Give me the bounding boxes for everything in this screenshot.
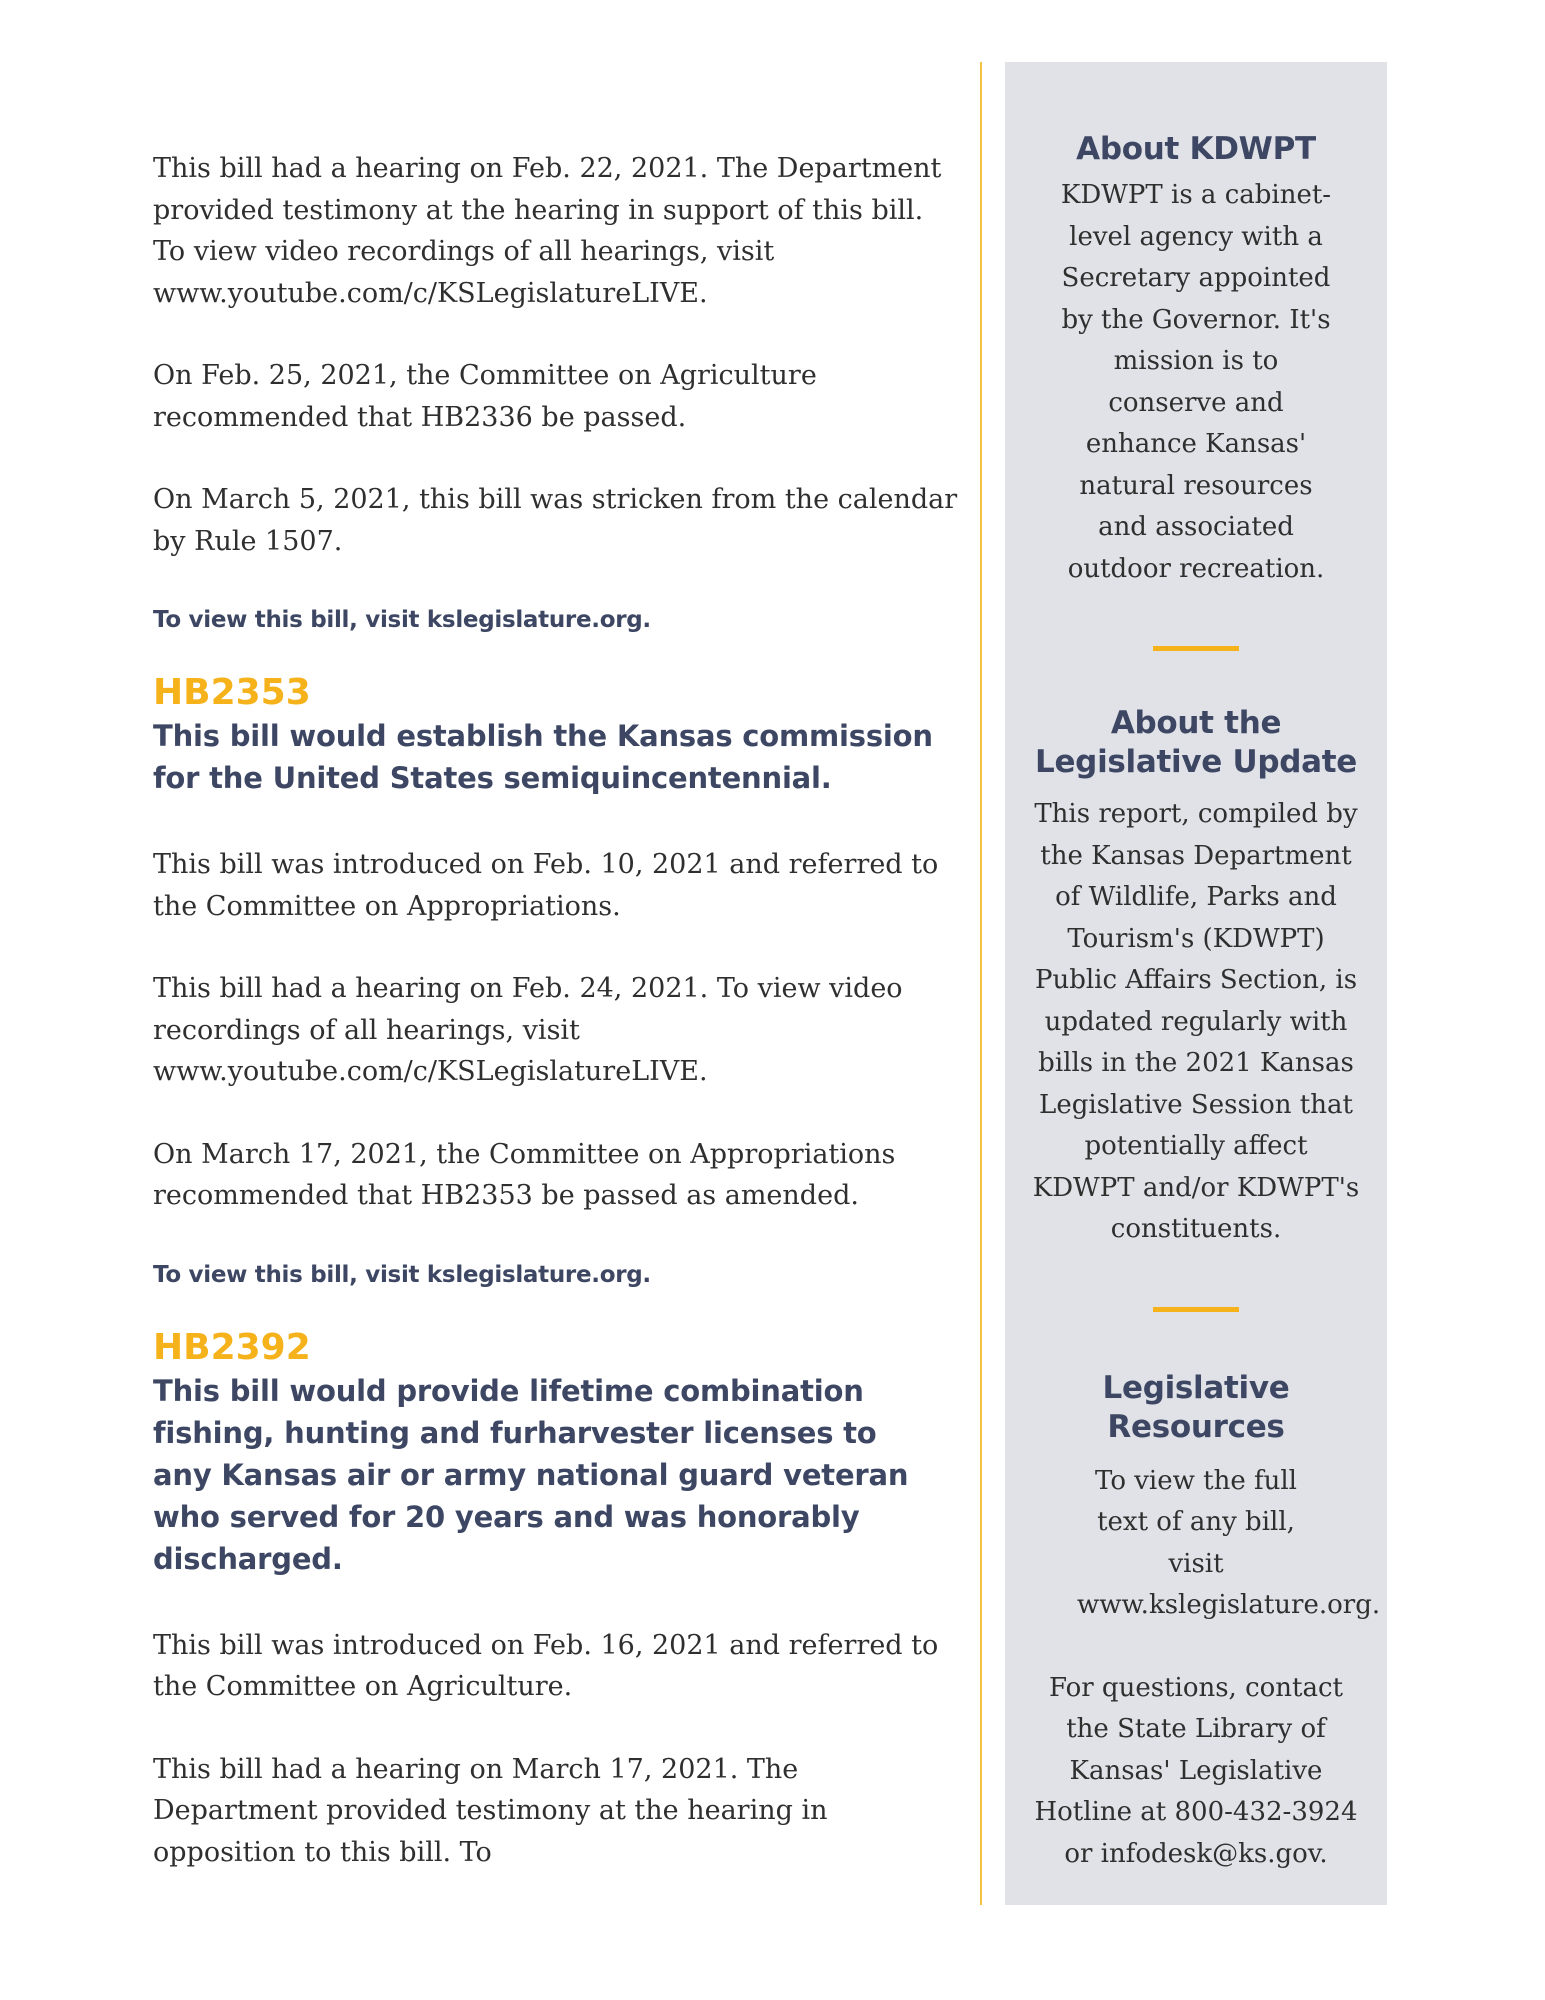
bill-code-hb2392: HB2392 — [153, 1326, 311, 1368]
column-divider — [980, 62, 982, 1905]
resources-text: To view the full text of any bill, visit www.kslegislature.org. — [1077, 1465, 1381, 1620]
view-bill-link[interactable]: To view this bill, visit kslegislature.org. — [153, 1261, 651, 1288]
sidebar — [1005, 62, 1387, 1905]
contact-text: For questions, contact the State Library of Kansas' Legislative Hotline at 800-432-3924 or infodesk@ks.gov. — [1034, 1672, 1358, 1869]
hearing-paragraph: This bill had a hearing on Feb. 24, 2021. To view video recordings of all hearings, visit www.youtube.com/c/KSLegislatureLIVE. — [153, 973, 903, 1087]
main-column — [153, 148, 961, 1873]
about-kdwpt-heading: About KDWPT — [1076, 131, 1316, 167]
view-bill-link[interactable]: To view this bill, visit kslegislature.org. — [153, 607, 651, 633]
about-update-text: This report, compiled by the Kansas Department of Wildlife, Parks and Tourism's (KDWPT) Public Affairs Section, is updated regularly with bills in the 2021 Kansas Legislative Session that potentially affect KDWPT and/or KDWPT's constituents. — [1032, 799, 1360, 1244]
introduced-paragraph: This bill was introduced on Feb. 10, 2021 and referred to the Committee on Appropriations. — [153, 849, 939, 922]
bill-title-hb2353: This bill would establish the Kansas commission for the United States semiquincentennial. — [153, 719, 933, 795]
hearing-paragraph: This bill had a hearing on March 17, 2021. The Department provided testimony at the hearing in opposition to this bill. To — [153, 1753, 828, 1868]
about-kdwpt-text: KDWPT is a cabinet-level agency with a Secretary appointed by the Governor. It's mission is to conserve and enhance Kansas' natural resources and associated outdoor recreation. — [1060, 180, 1332, 584]
bill-title-hb2392: This bill would provide lifetime combination fishing, hunting and furharvester licenses to any Kansas air or army national guard veteran who served for 20 years and was honorably discharged. — [153, 1373, 909, 1576]
section-divider — [1153, 646, 1239, 651]
about-update-heading: About the Legislative Update — [1035, 705, 1357, 780]
section-divider — [1153, 1307, 1239, 1312]
bill-code-hb2353: HB2353 — [153, 672, 311, 713]
committee-paragraph: On March 17, 2021, the Committee on Appropriations recommended that HB2353 be passed as amended. — [153, 1138, 896, 1211]
introduced-paragraph: This bill was introduced on Feb. 16, 2021 and referred to the Committee on Agriculture. — [153, 1629, 939, 1702]
stricken-paragraph: On March 5, 2021, this bill was stricken from the calendar by Rule 1507. — [153, 484, 958, 557]
resources-heading: Legislative Resources — [1102, 1369, 1290, 1445]
committee-paragraph: On Feb. 25, 2021, the Committee on Agriculture recommended that HB2336 be passed. — [153, 360, 817, 433]
hearing-paragraph: This bill had a hearing on Feb. 22, 2021. The Department provided testimony at the hearing in support of this bill. To view video recordings of all hearings, visit www.youtube.com/c/KSLegislatureLIVE. — [153, 153, 942, 309]
